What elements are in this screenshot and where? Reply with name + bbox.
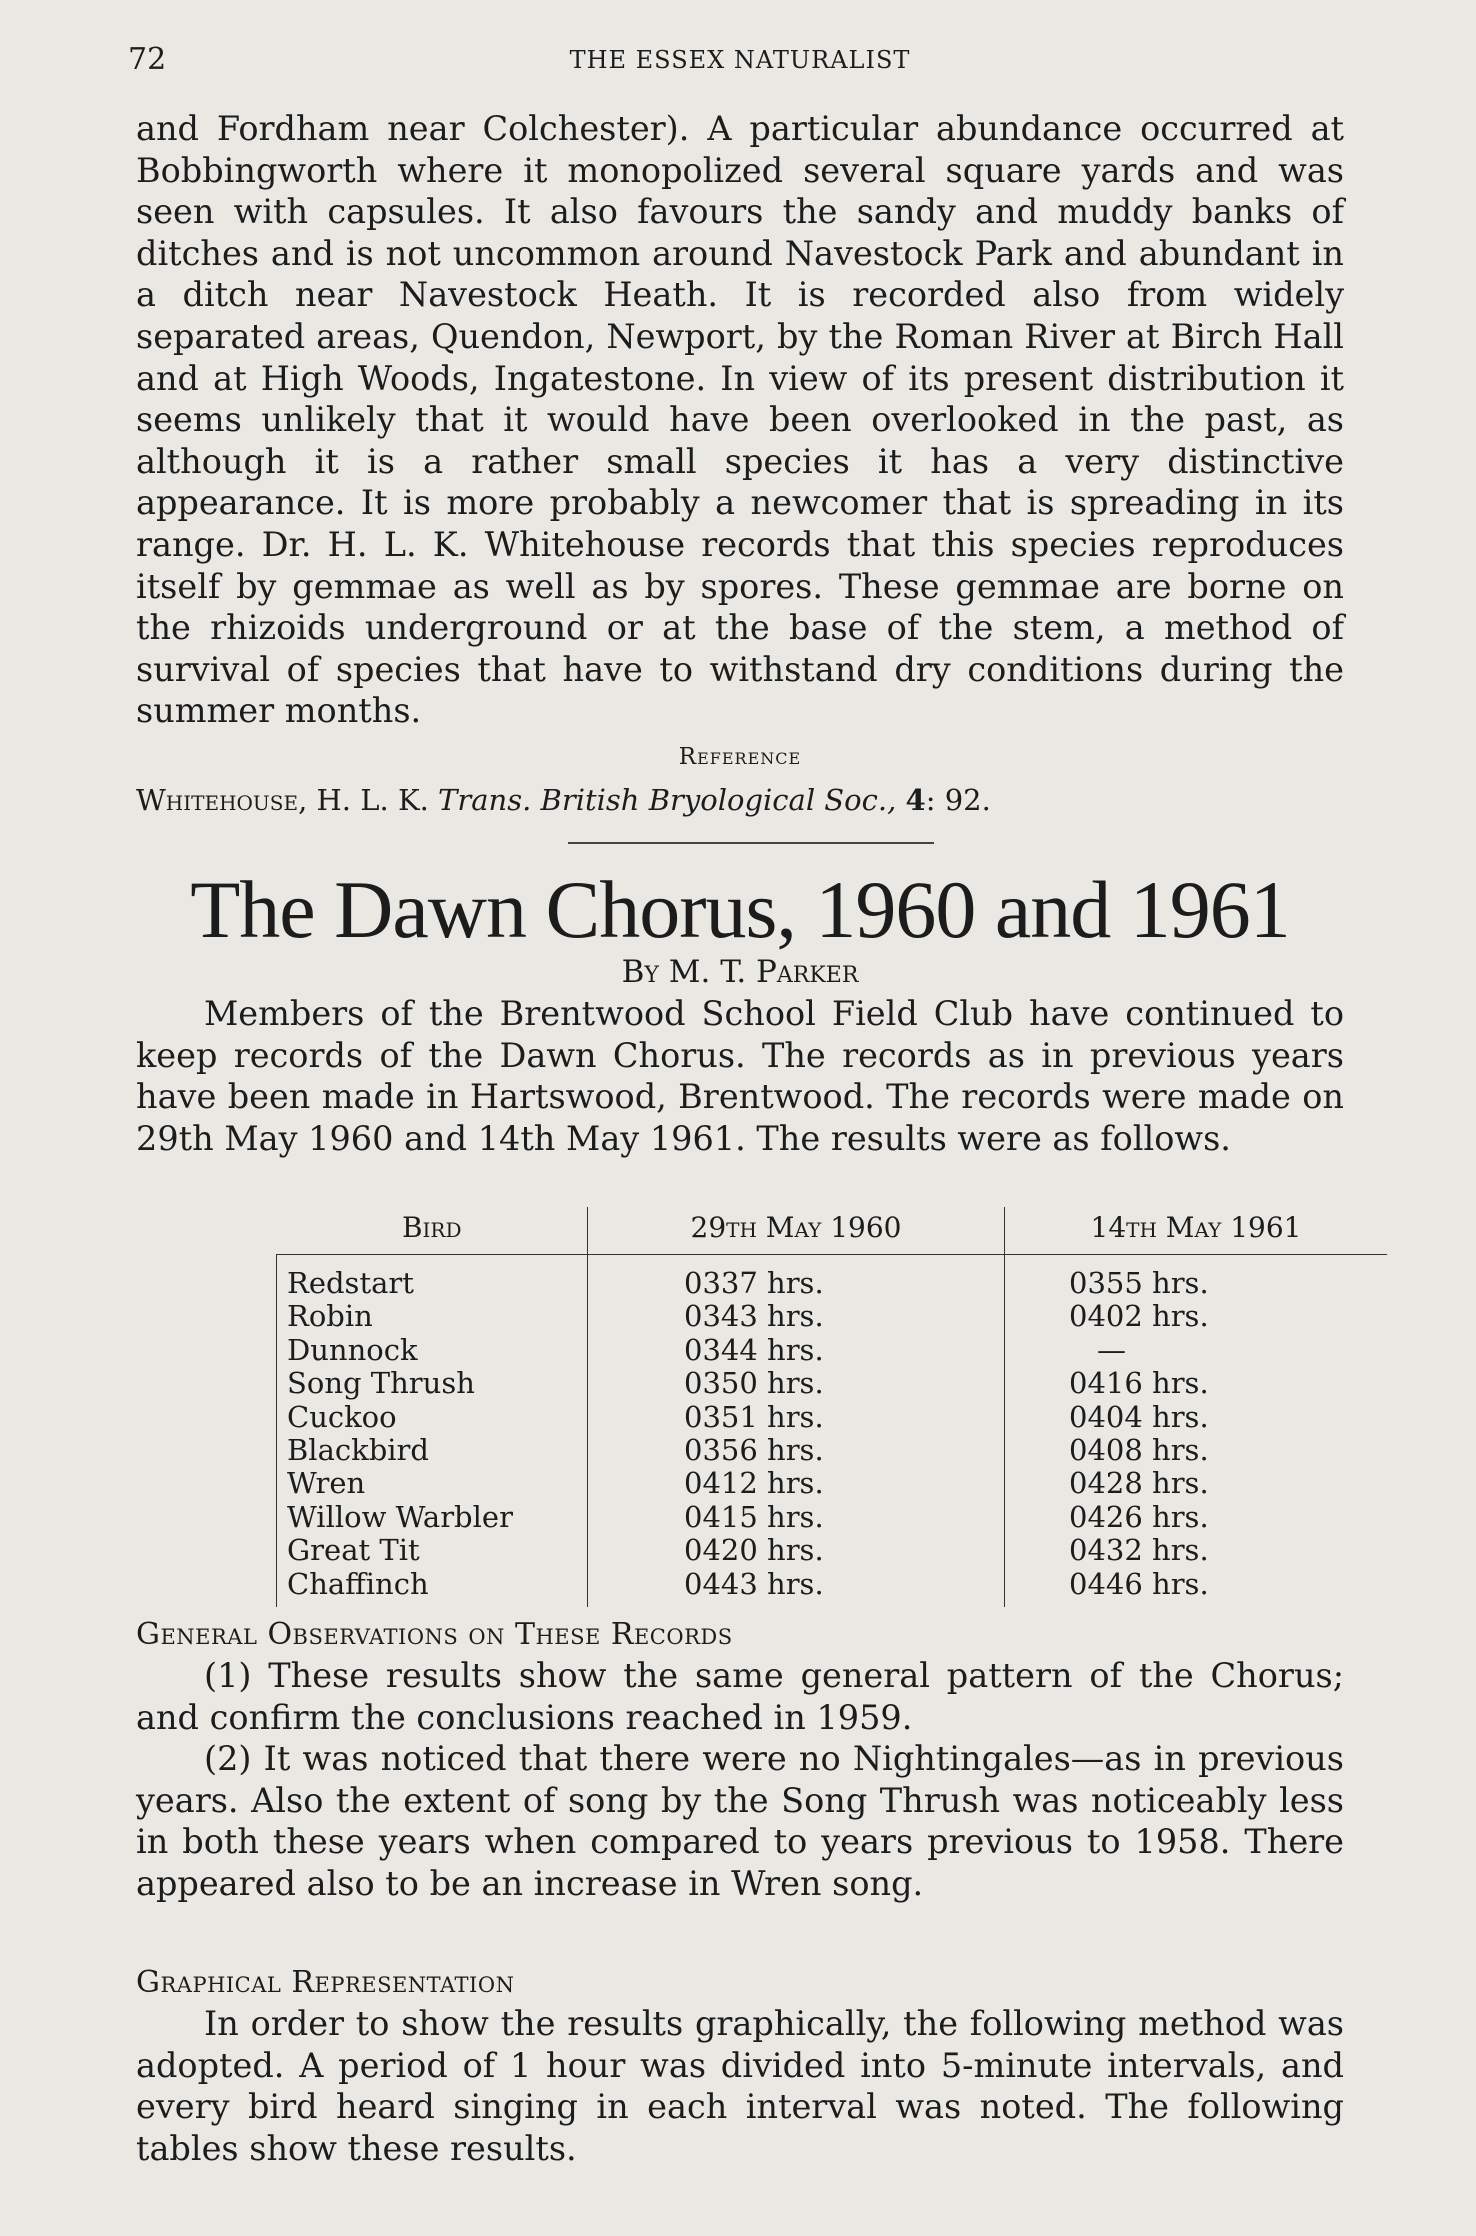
bird-name: Wren: [277, 1467, 588, 1500]
time-1961: 0404 hrs.: [1069, 1399, 1209, 1434]
time-1960: 0356 hrs.: [588, 1434, 1005, 1467]
intro-paragraph: Members of the Brentwood School Field Club have continued to keep records of the Dawn Chorus. The records as in previous years have been made in Hartswood, Brentwood. The records were made on 29th May 1960 and 14th May 1961. The results were as follows.: [136, 994, 1344, 1158]
bird-name: Great Tit: [277, 1534, 588, 1567]
article-byline: By M. T. Parker: [621, 954, 859, 990]
table-row: [277, 1300, 1388, 1333]
bird-name: Redstart: [277, 1255, 588, 1301]
dawn-chorus-table: [276, 1207, 1387, 1607]
time-1960: 0412 hrs.: [588, 1467, 1005, 1500]
time-1961: 0428 hrs.: [1069, 1466, 1209, 1501]
section-divider: [568, 842, 934, 844]
time-1961: 0446 hrs.: [1069, 1566, 1209, 1601]
time-1960: 0415 hrs.: [588, 1501, 1005, 1534]
header-bird: Bird: [277, 1207, 588, 1255]
time-1960: 0420 hrs.: [588, 1534, 1005, 1567]
bird-name: Cuckoo: [277, 1401, 588, 1434]
table-row: [277, 1467, 1388, 1500]
citation-journal: Trans. British Bryological Soc.,: [438, 783, 897, 817]
time-1960: 0443 hrs.: [588, 1568, 1005, 1607]
table-row: [277, 1434, 1388, 1467]
general-observations-heading: General Observations on These Records: [136, 1617, 733, 1652]
citation-author: Whitehouse, H. L. K.: [136, 783, 429, 817]
time-1960: 0350 hrs.: [588, 1367, 1005, 1400]
time-1961: 0416 hrs.: [1069, 1366, 1209, 1401]
time-1961: 0402 hrs.: [1069, 1299, 1209, 1334]
page-header: [128, 42, 1352, 82]
bird-name: Robin: [277, 1300, 588, 1333]
running-head: THE ESSEX NATURALIST: [569, 46, 911, 74]
bird-name: Chaffinch: [277, 1568, 588, 1607]
time-1960: 0337 hrs.: [588, 1255, 1005, 1301]
citation-pages: : 92.: [925, 783, 991, 817]
table-row: [277, 1568, 1388, 1607]
continued-paragraph: and Fordham near Colchester). A particular abundance occurred at Bobbingworth where it monopolized several square yards and was seen with capsules. It also favours the sandy and muddy banks of ditches and is not uncommon around Navestock Park and abundant in a ditch near Navestock Heath. It is recorded also from widely separated areas, Quendon, Newport, by the Roman River at Birch Hall and at High Woods, Ingatestone. In view of its present distribution it seems unlikely that it would have been overlooked in the past, as although it is a rather small species it has a very distinctive appearance. It is more probably a newcomer that is spreading in its range. Dr. H. L. K. Whitehouse records that this species reproduces itself by gemmae as well as by spores. These gemmae are borne on the rhizoids underground or at the base of the stem, a method of survival of species that have to withstand dry conditions during the summer months.: [136, 109, 1344, 731]
reference-heading: Reference: [678, 744, 802, 770]
time-1961: 0432 hrs.: [1069, 1533, 1209, 1568]
time-1961: 0355 hrs.: [1069, 1266, 1209, 1300]
table-row: [277, 1534, 1388, 1567]
table-row: [277, 1255, 1388, 1301]
observation-paragraph-1: (1) These results show the same general pattern of the Chorus; and confirm the conclusions reached in 1959.: [136, 1656, 1344, 1737]
bird-name: Dunnock: [277, 1334, 588, 1367]
graphical-representation-heading: Graphical Representation: [136, 1965, 515, 2000]
table-row: [277, 1367, 1388, 1400]
page-number: 72: [128, 42, 167, 77]
time-1961: 0426 hrs.: [1069, 1499, 1209, 1534]
bird-name: Willow Warbler: [277, 1501, 588, 1534]
table-row: [277, 1334, 1388, 1367]
bird-name: Blackbird: [277, 1434, 588, 1467]
reference-citation: [136, 783, 1344, 817]
time-1961: —: [1097, 1332, 1126, 1367]
table-header-row: [277, 1207, 1388, 1255]
time-1961: 0408 hrs.: [1069, 1433, 1209, 1468]
bird-name: Song Thrush: [277, 1367, 588, 1400]
table-row: [277, 1401, 1388, 1434]
header-1961: 14th May 1961: [1005, 1207, 1388, 1255]
observation-paragraph-2: (2) It was noticed that there were no Nightingales—as in previous years. Also the extent of song by the Song Thrush was noticeably less in both these years when compared to years previous to 1958. There appeared also to be an increase in Wren song.: [136, 1739, 1344, 1903]
table-row: [277, 1501, 1388, 1534]
header-1960: 29th May 1960: [588, 1207, 1005, 1255]
citation-volume: 4: [905, 783, 926, 817]
article-title: The Dawn Chorus, 1960 and 1961: [190, 864, 1290, 955]
time-1960: 0344 hrs.: [588, 1334, 1005, 1367]
graphical-representation-paragraph: In order to show the results graphically, the following method was adopted. A period of 1 hour was divided into 5-minute intervals, and every bird heard singing in each interval was noted. The following tables show these results.: [136, 2004, 1344, 2168]
time-1960: 0343 hrs.: [588, 1300, 1005, 1333]
time-1960: 0351 hrs.: [588, 1401, 1005, 1434]
